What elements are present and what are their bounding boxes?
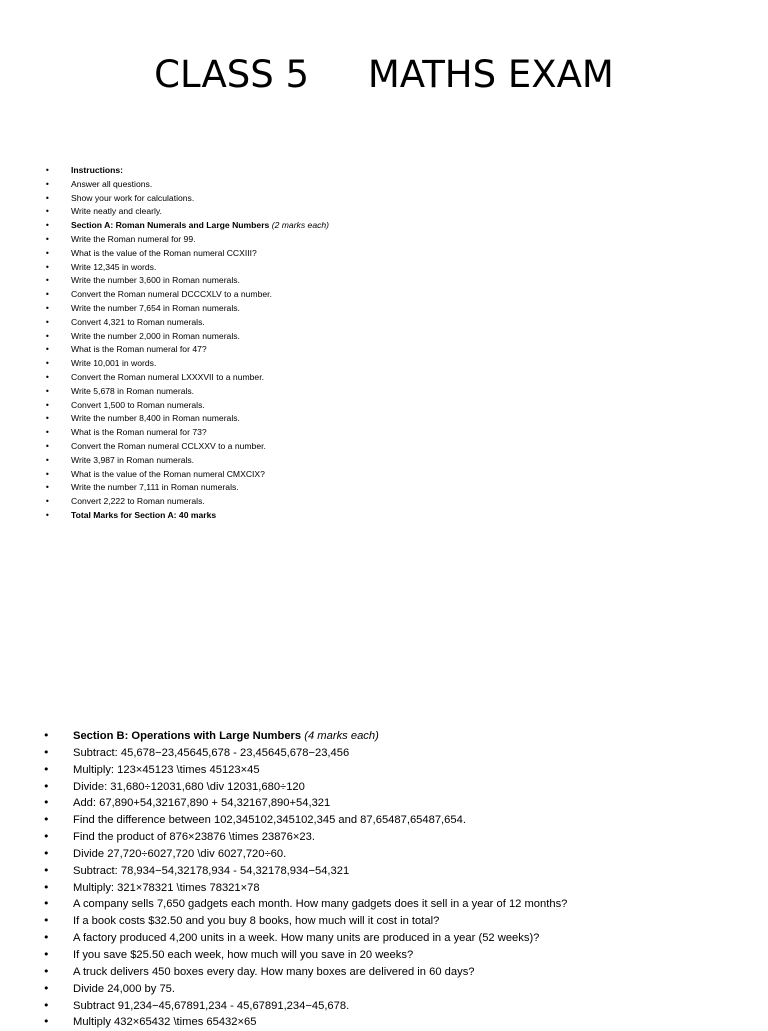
list-item-text: Convert 4,321 to Roman numerals. [71, 316, 205, 327]
bullet-icon: • [45, 234, 50, 244]
marks-note: (4 marks each) [301, 730, 379, 742]
bullet-icon: • [45, 166, 50, 175]
list-item [45, 495, 329, 509]
list-item-text: Write the number 8,400 in Roman numerals. [71, 413, 240, 424]
bullet-icon: • [43, 897, 50, 911]
list-item-text: What is the Roman numeral for 47? [71, 344, 207, 355]
bullet-icon: • [43, 745, 50, 759]
list-item-text: Convert 1,500 to Roman numerals. [71, 399, 205, 410]
bullet-icon: • [45, 303, 50, 313]
bullet-icon: • [45, 276, 50, 286]
list-item-text: Convert the Roman numeral DCCCXLV to a number. [71, 289, 272, 300]
list-item [45, 509, 329, 523]
list-item-text: Write the Roman numeral for 99. [71, 233, 196, 244]
list-item [45, 261, 329, 275]
list-item [45, 274, 329, 288]
bullet-icon: • [43, 846, 50, 860]
list-item [43, 913, 567, 930]
bullet-icon: • [43, 981, 50, 995]
list-item [45, 468, 329, 482]
list-item-text: Write 5,678 in Roman numerals. [71, 385, 195, 396]
list-item [43, 930, 567, 947]
list-item-text: Find the product of 876×23876 \times 23876×23. [73, 831, 315, 844]
list-item [45, 233, 329, 247]
bullet-icon: • [45, 179, 50, 189]
section-a-list [45, 164, 330, 523]
list-item [45, 164, 329, 178]
list-item [45, 247, 329, 261]
list-item-text: If a book costs $32.50 and you buy 8 books, how much will it cost in total? [73, 915, 440, 928]
list-item [45, 219, 330, 233]
list-item [45, 440, 329, 454]
list-item [43, 812, 567, 829]
bullet-icon: • [45, 345, 50, 355]
page-title: CLASS 5 MATHS EXAM [154, 53, 614, 96]
list-item-text: Multiply: 123×45123 \times 45123×45 [73, 763, 260, 776]
list-item-text: Convert 2,222 to Roman numerals. [71, 496, 205, 507]
list-item [45, 412, 329, 426]
bullet-icon: • [43, 947, 50, 961]
bullet-icon: • [43, 796, 50, 810]
list-item [45, 357, 329, 371]
list-item-text: If you save $25.50 each week, how much will you save in 20 weeks? [73, 948, 414, 961]
bullet-icon: • [43, 880, 50, 894]
list-item [45, 481, 329, 495]
list-item [45, 385, 329, 399]
bullet-icon: • [43, 863, 50, 877]
bullet-icon: • [45, 221, 50, 231]
bullet-icon: • [45, 455, 50, 465]
list-item-text: Section B: Operations with Large Numbers [73, 730, 302, 742]
list-item [45, 371, 329, 385]
bullet-icon: • [43, 762, 50, 776]
bullet-icon: • [43, 779, 50, 793]
list-item-text: Divide 24,000 by 75. [73, 982, 175, 995]
list-item [45, 343, 329, 357]
bullet-icon: • [45, 428, 50, 438]
list-item [43, 863, 567, 880]
section-b-list [43, 728, 568, 1031]
list-item-text: A truck delivers 450 boxes every day. How many boxes are delivered in 60 days? [73, 965, 475, 978]
list-item-text: Write the number 3,600 in Roman numerals. [71, 275, 240, 286]
list-item-text: Total Marks for Section A: 40 marks [71, 509, 217, 520]
bullet-icon: • [45, 441, 50, 451]
list-item [43, 981, 567, 998]
list-item-text: Write the number 2,000 in Roman numerals. [71, 330, 240, 341]
list-item-text: Section A: Roman Numerals and Large Numbers [71, 220, 270, 231]
list-item-text: What is the Roman numeral for 73? [71, 427, 207, 438]
list-item [45, 330, 329, 344]
list-item [43, 964, 567, 981]
list-item-text: Write 3,987 in Roman numerals. [71, 454, 195, 465]
bullet-icon: • [45, 262, 50, 272]
list-item-text: Instructions: [71, 165, 124, 175]
bullet-icon: • [45, 386, 50, 396]
list-item [43, 829, 567, 846]
bullet-icon: • [45, 290, 50, 300]
list-item [43, 998, 567, 1015]
list-item-text: Answer all questions. [71, 178, 153, 189]
list-item-text: Convert the Roman numeral CCLXXV to a number. [71, 440, 266, 451]
list-item [43, 846, 567, 863]
bullet-icon: • [43, 830, 50, 844]
list-item [45, 399, 329, 413]
list-item-text: Write neatly and clearly. [71, 206, 162, 217]
list-item-text: Multiply: 321×78321 \times 78321×78 [73, 881, 260, 894]
bullet-icon: • [45, 510, 50, 520]
list-item-text: Divide: 31,680÷12031,680 \div 12031,680÷120 [73, 780, 305, 793]
bullet-icon: • [45, 331, 50, 341]
list-item [45, 192, 329, 206]
bullet-icon: • [45, 400, 50, 410]
list-item-text: Write 10,001 in words. [71, 358, 157, 369]
list-item [43, 795, 567, 812]
bullet-icon: • [45, 359, 50, 369]
bullet-icon: • [43, 964, 50, 978]
list-item-text: Write the number 7,111 in Roman numerals. [71, 482, 239, 493]
list-item [45, 426, 329, 440]
bullet-icon: • [45, 469, 50, 479]
bullet-icon: • [43, 813, 50, 827]
bullet-icon: • [43, 1015, 50, 1029]
bullet-icon: • [43, 998, 50, 1012]
list-item-text: Convert the Roman numeral LXXXVII to a number. [71, 371, 264, 382]
list-item [43, 896, 568, 913]
bullet-icon: • [45, 497, 50, 507]
list-item-text: Multiply 432×65432 \times 65432×65 [73, 1016, 257, 1029]
bullet-icon: • [45, 372, 50, 382]
list-item [45, 178, 329, 192]
bullet-icon: • [45, 193, 50, 203]
list-item-text: A factory produced 4,200 units in a week. How many units are produced in a year (52 weeks)? [73, 932, 540, 945]
bullet-icon: • [45, 248, 50, 258]
bullet-icon: • [45, 483, 50, 493]
bullet-icon: • [43, 931, 50, 945]
list-item [45, 316, 329, 330]
list-item [45, 302, 329, 316]
list-item-text: Write 12,345 in words. [71, 261, 157, 272]
list-item-text: Subtract 91,234−45,67891,234 - 45,67891,234−45,678. [73, 999, 350, 1012]
bullet-icon: • [45, 317, 50, 327]
list-item-text: Find the difference between 102,345102,345102,345 and 87,65487,65487,654. [73, 814, 466, 827]
list-item-text: What is the value of the Roman numeral CMXCIX? [71, 468, 265, 479]
list-item-text: A company sells 7,650 gadgets each month. How many gadgets does it sell in a year of 12 months? [73, 898, 568, 911]
list-item [43, 880, 567, 897]
bullet-icon: • [45, 207, 50, 217]
list-item [45, 288, 329, 302]
bullet-icon: • [43, 729, 50, 742]
bullet-icon: • [45, 414, 50, 424]
list-item-text: Show your work for calculations. [71, 192, 195, 203]
list-item [43, 762, 567, 779]
list-item [43, 947, 567, 964]
list-item-text: Write the number 7,654 in Roman numerals. [71, 302, 240, 313]
list-item [43, 728, 567, 745]
list-item [43, 745, 567, 762]
bullet-icon: • [43, 914, 50, 928]
list-item [43, 779, 567, 796]
list-item-text: Subtract: 78,934−54,32178,934 - 54,32178,934−54,321 [73, 864, 350, 877]
list-item-text: What is the value of the Roman numeral CCXIII? [71, 247, 257, 258]
list-item [43, 1014, 567, 1031]
list-item [45, 205, 329, 219]
list-item [45, 454, 329, 468]
list-item-text: Divide 27,720÷6027,720 \div 6027,720÷60. [73, 847, 287, 860]
list-item-text: Add: 67,890+54,32167,890 + 54,32167,890+54,321 [73, 797, 331, 810]
marks-note: (2 marks each) [269, 220, 330, 231]
list-item-text: Subtract: 45,678−23,45645,678 - 23,45645,678−23,456 [73, 746, 350, 759]
